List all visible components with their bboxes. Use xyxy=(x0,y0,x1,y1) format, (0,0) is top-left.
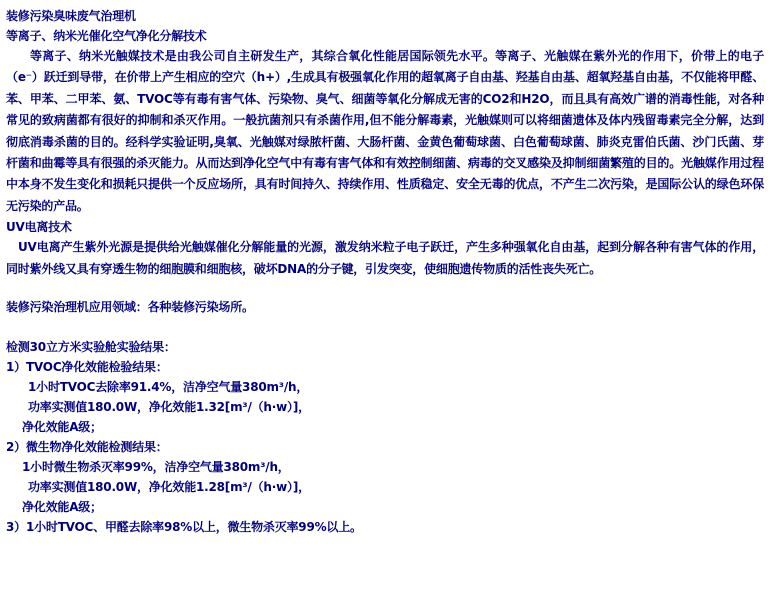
test-heading: 检测30立方米实验舱实验结果： xyxy=(6,340,176,355)
page-title: 装修污染臭味废气治理机 xyxy=(6,9,136,23)
plasma-subtitle: 等离子、纳米光催化空气净化分解技术 xyxy=(6,29,207,43)
application-line: 装修污染治理机应用领域：各种装修污染场所。 xyxy=(6,300,254,315)
spacer xyxy=(6,317,771,337)
plasma-paragraph: 等离子、纳米光触媒技术是由我公司自主研发生产，其综合氧化性能居国际领先水平。等离子、光触媒在紫外光的作用下，价带上的电子（e⁻）跃迁到导带，在价带上产生相应的空穴（h+）,生成具有极强氧化作用的超氧离子自由基、羟基自由基、超氧羟基自由基，不仅能将甲醛、苯、甲苯、二甲苯、氨、TVOC等有毒有害气体、污染物、臭气、细菌等氧化分解成无害的CO2和H2O，而且具有高效广谱的消毒性能，对各种常见的致病菌都有很好的抑制和杀灭作用。一般抗菌剂只有杀菌作用,但不能分解毒素，光触媒则可以将细菌遗体及体内残留毒素完全分解，达到彻底消毒杀菌的目的。经科学实验证明,臭氧、光触媒对绿脓杆菌、大肠杆菌、金黄色葡萄球菌、白色葡萄球菌、肺炎克雷伯氏菌、沙门氏菌、芽杆菌和曲霉等具有很强的杀灭能力。从而达到净化空气中有毒有害气体和有效控制细菌、病毒的交叉感染及抑制细菌繁殖的目的。光触媒作用过程中本身不发生变化和损耗只提供一个反应场所，具有时间持久、持续作用、性质稳定、安全无毒的优点，不产生二次污染，是国际公认的绿色环保无污染的产品。 xyxy=(6,49,764,213)
test2-heading: 2）微生物净化效能检测结果： xyxy=(6,440,168,455)
uv-subtitle: UV电离技术 xyxy=(6,220,72,235)
test2-line: 功率实测值180.0W，净化效能1.28[m³/（h·w）]， xyxy=(28,480,310,495)
test1-line: 净化效能A级； xyxy=(22,420,102,435)
spacer xyxy=(6,280,771,297)
test1-line: 1小时TVOC去除率91.4%，洁净空气量380m³/h， xyxy=(28,380,309,395)
uv-paragraph: UV电离产生紫外光源是提供给光触媒催化分解能量的光源，激发纳米粒子电子跃迁，产生多种强氧化自由基，起到分解各种有害气体的作用，同时紫外线又具有穿透生物的细胞膜和细胞核，破坏DNA的分子键，引发突变，使细胞遗传物质的活性丧失死亡。 xyxy=(6,240,764,276)
test1-heading: 1）TVOC净化效能检验结果： xyxy=(6,360,168,375)
test2-line: 净化效能A级； xyxy=(22,500,102,515)
test1-line: 功率实测值180.0W，净化效能1.32[m³/（h·w）]， xyxy=(28,400,310,415)
test3-line: 3）1小时TVOC、甲醛去除率98%以上，微生物杀灭率99%以上。 xyxy=(6,520,362,535)
test2-line: 1小时微生物杀灭率99%，洁净空气量380m³/h， xyxy=(22,460,290,475)
